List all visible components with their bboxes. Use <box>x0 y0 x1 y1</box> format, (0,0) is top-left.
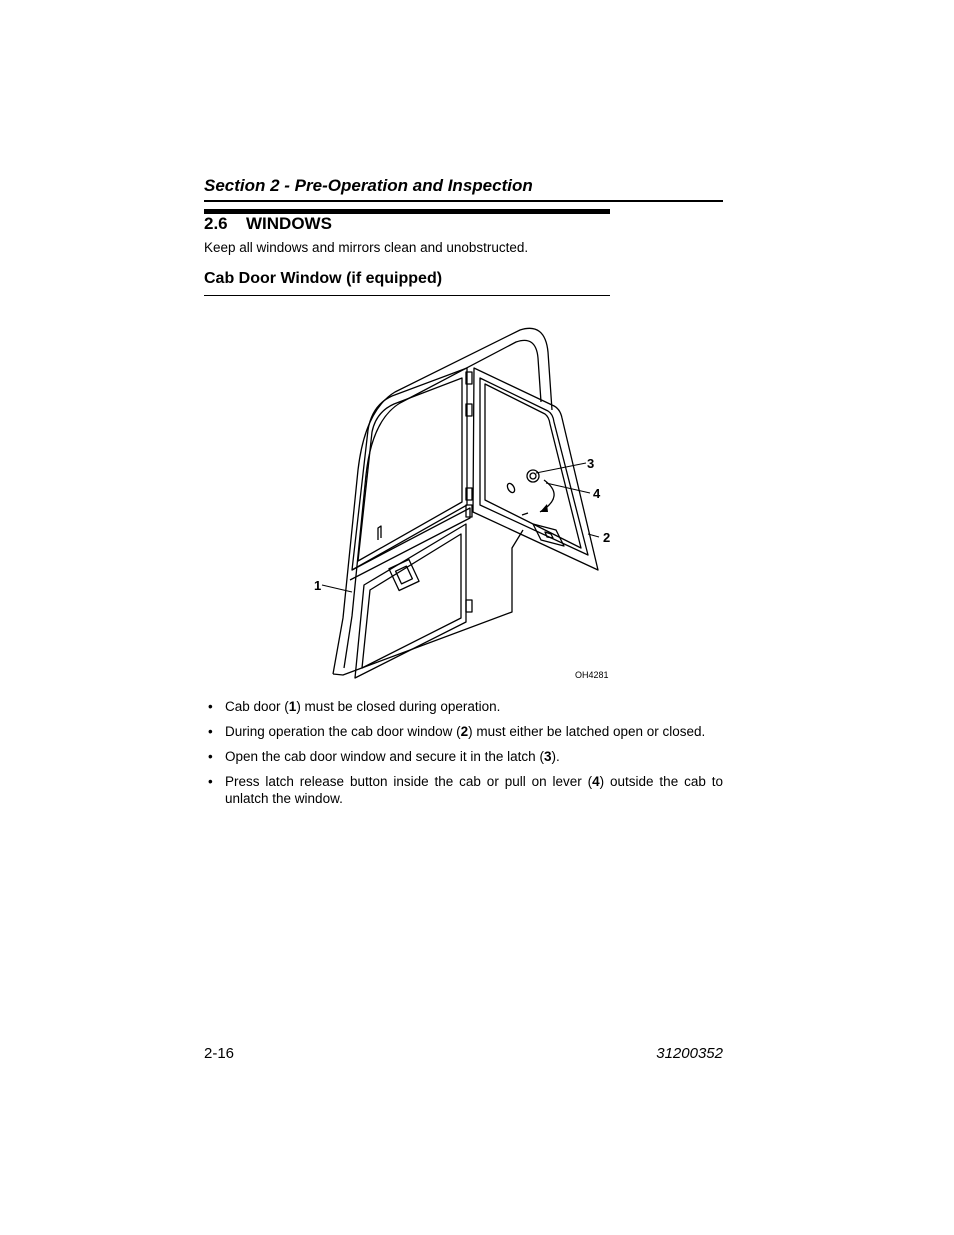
bullet-icon: • <box>208 699 213 714</box>
callout-1: 1 <box>314 578 322 593</box>
bullet-icon: • <box>208 724 213 739</box>
page-number: 2-16 <box>204 1045 235 1062</box>
list-item: • Open the cab door window and secure it in the latch (3). <box>208 749 560 764</box>
callout-3: 3 <box>587 456 595 471</box>
list-item: • During operation the cab door window (2) must either be latched open or closed. <box>208 724 706 739</box>
figure-id: OH4281 <box>575 670 609 680</box>
bullet-icon: • <box>208 749 213 764</box>
callout-2: 2 <box>603 530 611 545</box>
subsection-rule <box>204 295 610 296</box>
cab-door-illustration <box>300 318 620 688</box>
bullet-icon: • <box>208 774 213 789</box>
header-rule <box>204 200 723 202</box>
section-title: WINDOWS <box>246 214 332 233</box>
section-intro: Keep all windows and mirrors clean and unobstructed. <box>204 240 529 255</box>
section-number: 2.6 <box>204 214 228 233</box>
subsection-title: Cab Door Window (if equipped) <box>204 270 443 287</box>
document-number: 31200352 <box>656 1045 723 1062</box>
bullet-list <box>204 698 723 815</box>
section-header: Section 2 - Pre-Operation and Inspection <box>204 176 533 195</box>
callout-4: 4 <box>593 486 601 501</box>
list-item: • Press latch release button inside the cab or pull on lever (4) outside the cab to unlatch the window. <box>208 774 723 806</box>
list-item: • Cab door (1) must be closed during operation. <box>208 699 501 714</box>
